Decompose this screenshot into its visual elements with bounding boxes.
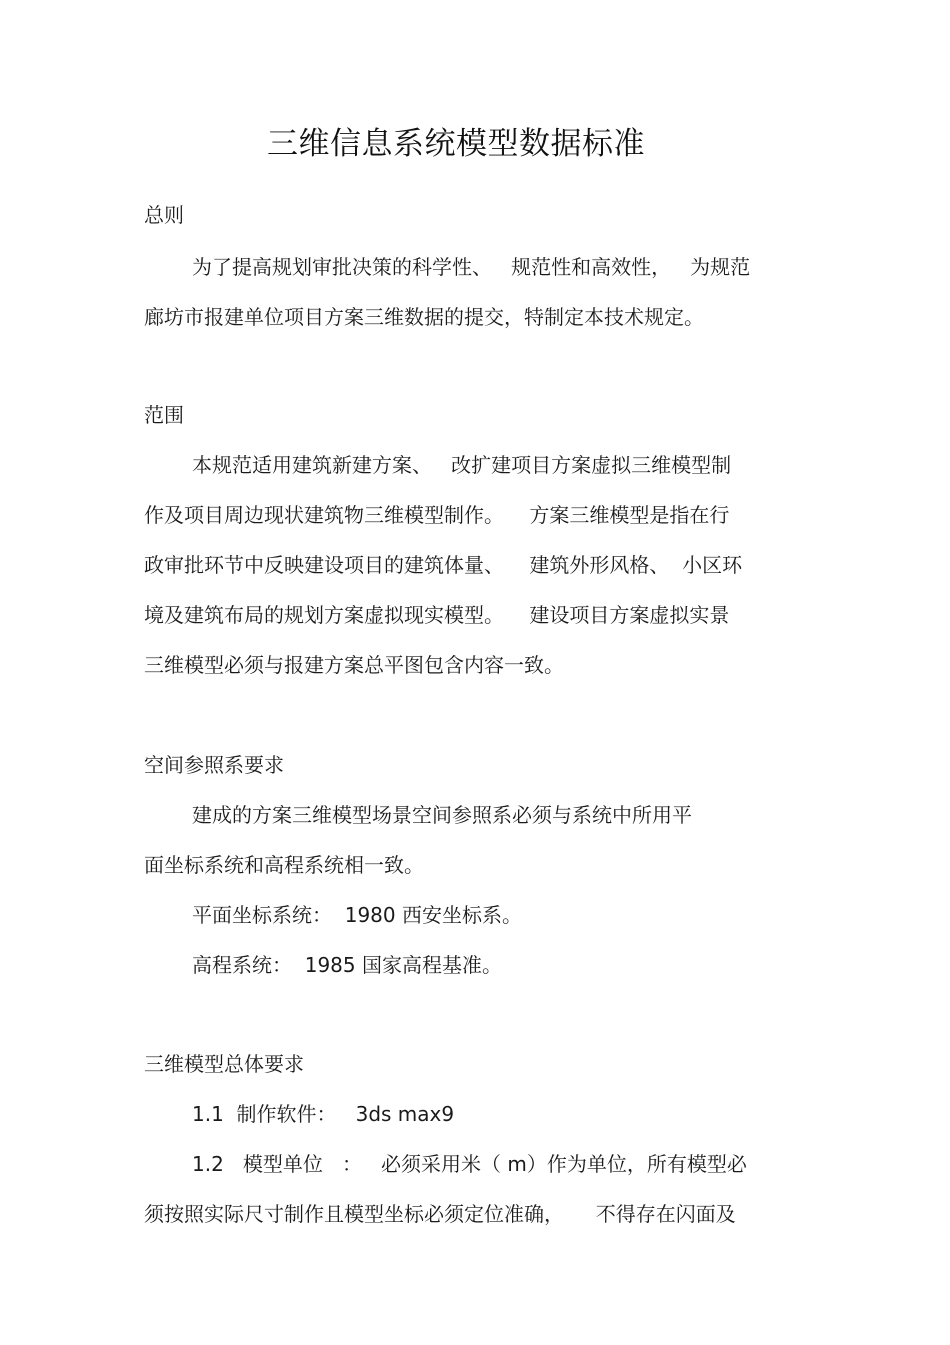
paragraph-line: 为了提高规划审批决策的科学性、 规范性和高效性， 为规范: [192, 255, 751, 279]
paragraph-line: 建成的方案三维模型场景空间参照系必须与系统中所用平: [192, 803, 692, 827]
paragraph-line: 高程系统： 1985 国家高程基准。: [192, 953, 502, 977]
section-heading-spatial-reference: 空间参照系要求: [144, 753, 284, 777]
paragraph-line: 政审批环节中反映建设项目的建筑体量、 建筑外形风格、 小区环: [144, 553, 743, 577]
section-heading-model-requirements: 三维模型总体要求: [144, 1052, 304, 1076]
paragraph-line: 1.1 制作软件： 3ds max9: [192, 1102, 455, 1126]
section-heading-scope: 范围: [144, 403, 184, 427]
paragraph-line: 本规范适用建筑新建方案、 改扩建项目方案虚拟三维模型制: [192, 453, 732, 477]
paragraph-line: 作及项目周边现状建筑物三维模型制作。 方案三维模型是指在行: [144, 503, 730, 527]
document-title: 三维信息系统模型数据标准: [267, 126, 645, 162]
paragraph-line: 境及建筑布局的规划方案虚拟现实模型。 建设项目方案虚拟实景: [144, 603, 730, 627]
paragraph-line: 须按照实际尺寸制作且模型坐标必须定位准确， 不得存在闪面及: [144, 1202, 736, 1226]
paragraph-line: 面坐标系统和高程系统相一致。: [144, 853, 424, 877]
section-heading-general: 总则: [144, 203, 184, 227]
paragraph-line: 廊坊市报建单位项目方案三维数据的提交，特制定本技术规定。: [144, 305, 704, 329]
paragraph-line: 平面坐标系统： 1980 西安坐标系。: [192, 903, 522, 927]
paragraph-line: 1.2 模型单位 ： 必须采用米（ m）作为单位，所有模型必: [192, 1152, 747, 1176]
paragraph-line: 三维模型必须与报建方案总平图包含内容一致。: [144, 653, 564, 677]
